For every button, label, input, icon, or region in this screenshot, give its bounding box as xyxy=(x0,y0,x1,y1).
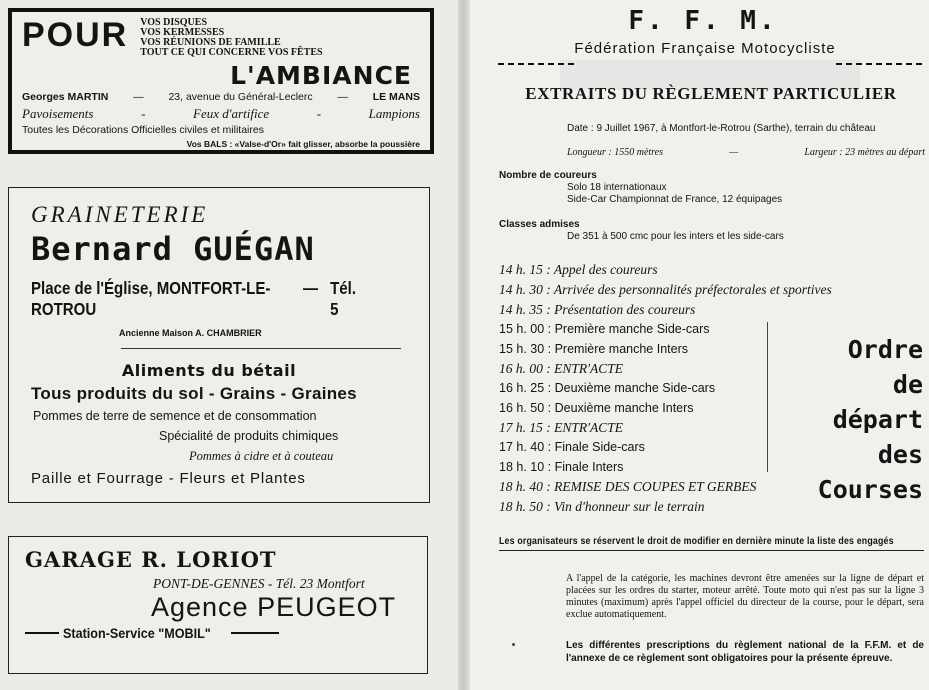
decorations-line: Toutes les Décorations Officielles civiles et militaires xyxy=(22,124,264,136)
print-speck xyxy=(512,643,515,646)
ffm-logo-text: F. F. M. xyxy=(628,6,778,36)
specialite-line: Spécialité de produits chimiques xyxy=(159,429,339,443)
divider xyxy=(25,632,59,634)
dash: — xyxy=(133,91,144,103)
divider xyxy=(121,348,401,349)
garage-location: PONT-DE-GENNES - Tél. 23 Montfort xyxy=(153,576,365,591)
prescriptions-paragraph: Les différentes prescriptions du règlement national de la F.F.M. et de l'annexe de ce règlement sont obligatoires pour la présente épreuve. xyxy=(566,640,924,664)
agence-peugeot: Agence PEUGEOT xyxy=(151,592,397,622)
owner-name: Georges MARTIN xyxy=(22,91,109,103)
ad-header-row xyxy=(22,16,420,60)
schedule-item: 18 h. 10 : Finale Inters xyxy=(499,460,624,474)
event-line: VOS RÉUNIONS DE FAMILLE xyxy=(140,37,281,48)
schedule-item: 16 h. 50 : Deuxième manche Inters xyxy=(499,401,694,415)
schedule-item: 17 h. 15 : ENTR'ACTE xyxy=(499,420,624,435)
schedule-item: 16 h. 25 : Deuxième manche Side-cars xyxy=(499,381,716,395)
event-line: VOS KERMESSES xyxy=(140,27,225,38)
divider xyxy=(499,550,924,551)
ordre-line: Courses xyxy=(817,475,923,504)
ambiance-title: L'AMBIANCE xyxy=(230,61,412,90)
address: Place de l'Église, MONTFORT-LE-ROTROU xyxy=(31,278,271,319)
track-width: Largeur : 23 mètres au départ xyxy=(804,147,925,158)
station-row xyxy=(25,625,411,641)
appel-paragraph: A l'appel de la catégorie, les machines devront être amenées sur la ligne de départ et placées sur les ordres du starter, moteur arrêté. Toute moto qui n'est pas sur la ligne 3 minutes (maximum) après l'appel officiel du directeur de la course, pour le départ, sera exclue automatiquement. xyxy=(566,573,924,620)
track-length: Longueur : 1550 mètres xyxy=(567,147,664,158)
ordre-de-depart xyxy=(788,332,923,507)
phone: Tél. 5 xyxy=(330,278,357,319)
bals-line: Vos BALS : «Valse-d'Or» fait glisser, absorbe la poussière xyxy=(186,139,420,149)
coureurs-solo: Solo 18 internationaux xyxy=(567,182,667,193)
address-row xyxy=(22,91,420,103)
garage-title: GARAGE R. LORIOT xyxy=(25,547,277,572)
page-gutter xyxy=(458,0,470,690)
schedule-item: 17 h. 40 : Finale Side-cars xyxy=(499,440,645,454)
event-line: TOUT CE QUI CONCERNE VOS FÊTES xyxy=(140,47,323,58)
classes-label: Classes admises xyxy=(499,219,580,230)
owner-name: Bernard GUÉGAN xyxy=(31,230,315,268)
paille-line: Paille et Fourrage - Fleurs et Plantes xyxy=(31,470,306,487)
schedule-item: 14 h. 30 : Arrivée des personnalités préfectorales et sportives xyxy=(499,282,832,297)
graineterie-title: GRAINETERIE xyxy=(31,202,209,227)
schedule-item: 14 h. 15 : Appel des coureurs xyxy=(499,262,658,277)
federation-name: Fédération Française Motocycliste xyxy=(574,40,836,57)
event-line: VOS DISQUES xyxy=(140,17,208,28)
schedule-item: 18 h. 50 : Vin d'honneur sur le terrain xyxy=(499,499,705,514)
ad-graineterie xyxy=(8,187,430,503)
wavy-rule xyxy=(836,63,922,66)
former-house: Ancienne Maison A. CHAMBRIER xyxy=(119,328,262,338)
event-date: Date : 9 Juillet 1967, à Montfort-le-Rotrou (Sarthe), terrain du château xyxy=(567,123,876,134)
station-service: Station-Service "MOBIL" xyxy=(63,625,211,641)
ordre-line: Ordre xyxy=(847,335,923,364)
item: Pavoisements xyxy=(22,106,94,121)
ad-ambiance xyxy=(8,8,434,154)
aliments-heading: Aliments du bétail xyxy=(121,361,297,380)
wavy-rule xyxy=(498,63,574,66)
dash: — xyxy=(303,278,319,298)
address-row xyxy=(31,278,363,320)
ordre-line: des xyxy=(877,440,923,469)
schedule-item: 18 h. 40 : REMISE DES COUPES ET GERBES xyxy=(499,479,757,494)
rules-heading: EXTRAITS DU RÈGLEMENT PARTICULIER xyxy=(525,84,897,103)
schedule-item: 15 h. 00 : Première manche Side-cars xyxy=(499,322,710,336)
pommes-terre-line: Pommes de terre de semence et de consommation xyxy=(33,409,317,423)
schedule-item: 15 h. 30 : Première manche Inters xyxy=(499,342,688,356)
organisateurs-notice: Les organisateurs se réservent le droit de modifier en dernière minute la liste des engagés xyxy=(499,535,894,547)
coureurs-label: Nombre de coureurs xyxy=(499,170,597,181)
produits-line: Tous produits du sol - Grains - Graines xyxy=(31,384,357,403)
event-list xyxy=(140,18,322,58)
divider xyxy=(231,632,279,634)
coureurs-sidecar: Side-Car Championnat de France, 12 équipages xyxy=(567,194,783,205)
track-dimensions xyxy=(567,147,925,158)
classes-value: De 351 à 500 cmc pour les inters et les side-cars xyxy=(567,231,784,242)
city: LE MANS xyxy=(372,91,420,103)
ordre-line: de départ xyxy=(832,370,923,434)
item-separator: - xyxy=(316,106,322,121)
item-separator: - xyxy=(141,106,146,121)
vertical-rule xyxy=(767,322,768,472)
dash: — xyxy=(729,147,739,158)
ad-garage xyxy=(8,536,428,674)
dash: — xyxy=(337,91,348,103)
pommes-cidre-line: Pommes à cidre et à couteau xyxy=(189,449,334,463)
item: Lampions xyxy=(368,106,420,121)
pour-word: POUR xyxy=(22,16,129,54)
items-row xyxy=(22,106,420,122)
street-address: 23, avenue du Général-Leclerc xyxy=(168,91,313,103)
schedule-item: 16 h. 00 : ENTR'ACTE xyxy=(499,361,624,376)
item: Feux d'artifice xyxy=(193,106,270,121)
schedule-item: 14 h. 35 : Présentation des coureurs xyxy=(499,302,696,317)
